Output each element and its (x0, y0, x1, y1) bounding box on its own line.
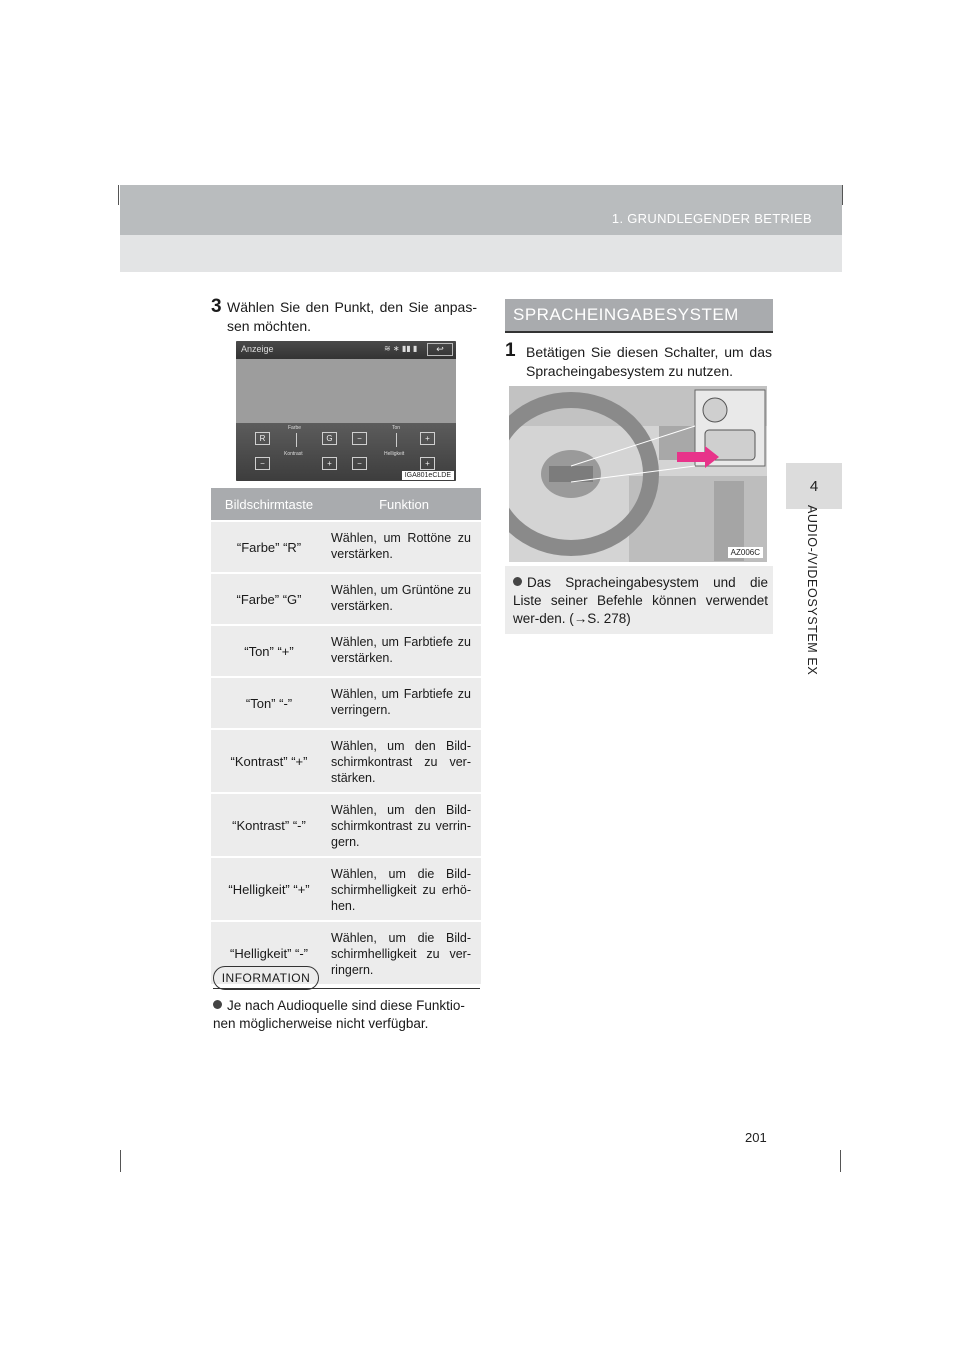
section-heading: SPRACHEINGABESYSTEM (505, 299, 773, 331)
table-header (211, 488, 481, 520)
header-cell: Funktion (379, 496, 429, 512)
table-row (211, 624, 481, 676)
status-icons: ≋ ∗ ▮▮ ▮ (384, 344, 418, 353)
table-row (211, 728, 481, 792)
table-row (211, 520, 481, 572)
section-header-title: 1. GRUNDLEGENDER BETRIEB (611, 211, 812, 226)
plus-icon: + (420, 457, 435, 470)
r-button: R (255, 432, 270, 445)
row-key: “Farbe” “R” (236, 539, 302, 555)
row-key: “Ton” “+” (244, 643, 294, 659)
section-underline (505, 331, 773, 333)
minus-icon: − (352, 432, 367, 445)
crop-mark (840, 1150, 841, 1172)
row-key: “Farbe” “G” (236, 591, 302, 607)
note (513, 574, 768, 628)
image-code: IGA801eCLDE (402, 471, 454, 480)
farbe-label: Farbe (288, 425, 302, 431)
information-divider (213, 988, 480, 989)
crop-mark (120, 1150, 121, 1172)
ton-label: Ton (392, 425, 401, 431)
screen-titlebar (236, 341, 456, 359)
chapter-title-vertical (790, 505, 836, 705)
plus-icon: + (322, 457, 337, 470)
back-icon: ↩ (427, 343, 453, 356)
display-settings-screenshot (236, 341, 456, 481)
row-key: “Kontrast” “-” (232, 817, 306, 833)
page-number: 201 (745, 1130, 767, 1145)
row-value: Wählen, um Grüntöne zu verstärken. (331, 583, 471, 613)
information-text: Je nach Audioquelle sind diese Funktio-nen möglicherweise nicht verfügbar. (213, 998, 465, 1031)
chapter-number: 4 (809, 477, 819, 495)
information-label: INFORMATION (213, 966, 319, 990)
bullet-icon (213, 1000, 222, 1009)
bullet-icon (513, 577, 522, 586)
header-band (120, 235, 842, 272)
row-value: Wählen, um die Bild-schirmhelligkeit zu ver-ringern. (331, 931, 471, 977)
button-function-table (211, 488, 481, 984)
row-value: Wählen, um Farbtiefe zu verstärken. (331, 635, 471, 665)
table-row (211, 856, 481, 920)
slider-icon (396, 433, 397, 447)
kontrast-label: Kontrast (284, 451, 303, 457)
row-value: Wählen, um Rottöne zu verstärken. (331, 531, 471, 561)
row-value: Wählen, um Farbtiefe zu verringern. (331, 687, 471, 717)
slider-icon (296, 433, 297, 447)
row-key: “Kontrast” “+” (230, 753, 308, 769)
table-row (211, 676, 481, 728)
crop-mark (118, 185, 119, 205)
row-key: “Helligkeit” “+” (228, 881, 310, 897)
step-number: 3 (211, 296, 222, 317)
step-number: 1 (505, 340, 516, 361)
g-button: G (322, 432, 337, 445)
steering-wheel-illustration (509, 386, 767, 562)
screen-controls (236, 423, 456, 481)
helligkeit-label: Helligkeit (384, 451, 405, 457)
minus-icon: − (352, 457, 367, 470)
row-key: “Ton” “-” (245, 695, 293, 711)
steering-wheel-drawing (509, 386, 767, 562)
row-key: “Helligkeit” “-” (230, 945, 308, 961)
screen-title: Anzeige (241, 344, 274, 354)
information-note (213, 997, 480, 1033)
step-text: Wählen Sie den Punkt, den Sie anpas-sen möchten. (227, 299, 477, 334)
table-row (211, 572, 481, 624)
header-cell: Bildschirmtaste (224, 496, 314, 512)
crop-mark (842, 185, 843, 205)
photo-code: AZ006C (728, 547, 763, 558)
row-value: Wählen, um den Bild-schirmkontrast zu ver-stärken. (331, 739, 471, 785)
page-header (120, 185, 842, 235)
plus-icon: + (420, 432, 435, 445)
row-value: Wählen, um die Bild-schirmhelligkeit zu erhö-hen. (331, 867, 471, 913)
row-value: Wählen, um den Bild-schirmkontrast zu verrin-gern. (331, 803, 471, 849)
minus-icon: − (255, 457, 270, 470)
chapter-title: AUDIO-/VIDEOSYSTEM EX (805, 505, 819, 676)
step-text: Betätigen Sie diesen Schalter, um das Spracheingabesystem zu nutzen. (526, 344, 772, 379)
note-text: Das Spracheingabesystem und die Liste seiner Befehle können verwendet wer-den. (→S. 278) (513, 575, 768, 626)
chapter-tab (786, 463, 842, 509)
table-row (211, 792, 481, 856)
